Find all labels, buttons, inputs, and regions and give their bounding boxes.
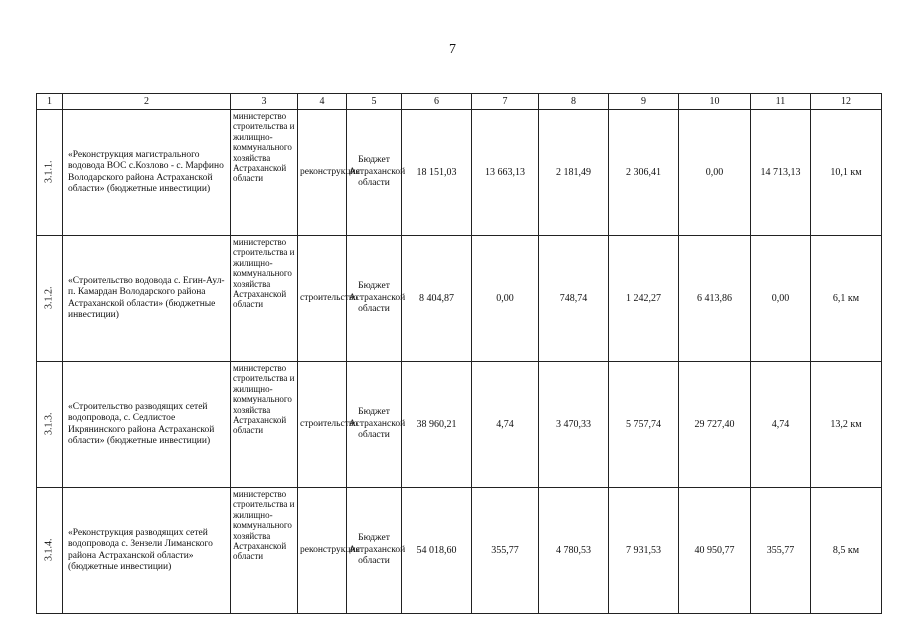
object-name: «Реконструкция магистрального водовода ВОС с.Козлово - с. Марфино Володарского района Астраханской области» (бюджетные инвестиции) [63, 110, 231, 236]
row-id-cell [37, 362, 63, 488]
value-col-8: 3 470,33 [539, 362, 609, 488]
value-col-11: 4,74 [751, 362, 811, 488]
row-id: 3.1.3. [43, 412, 55, 436]
column-header: 6 [402, 94, 472, 110]
value-col-9: 1 242,27 [609, 236, 679, 362]
value-col-11: 14 713,13 [751, 110, 811, 236]
value-col-7: 13 663,13 [472, 110, 539, 236]
table-row [37, 362, 882, 488]
funding-source: Бюджет Астраханской области [347, 362, 402, 488]
row-id-cell [37, 236, 63, 362]
executor: министерство строительства и жилищно-коммунального хозяйства Астраханской области [231, 110, 298, 236]
value-col-8: 4 780,53 [539, 488, 609, 614]
value-col-8: 2 181,49 [539, 110, 609, 236]
executor: министерство строительства и жилищно-коммунального хозяйства Астраханской области [231, 488, 298, 614]
value-col-10: 29 727,40 [679, 362, 751, 488]
header-row [37, 94, 882, 110]
object-name: «Реконструкция разводящих сетей водопровода с. Зензели Лиманского района Астраханской области» (бюджетные инвестиции) [63, 488, 231, 614]
work-type: строительство [298, 236, 347, 362]
column-header: 11 [751, 94, 811, 110]
funding-source: Бюджет Астраханской области [347, 236, 402, 362]
value-col-6: 38 960,21 [402, 362, 472, 488]
column-header: 2 [63, 94, 231, 110]
page-number: 7 [449, 42, 456, 57]
object-name: «Строительство разводящих сетей водопровода, с. Седлистое Икрянинского района Астраханской области» (бюджетные инвестиции) [63, 362, 231, 488]
length-value: 10,1 км [811, 110, 882, 236]
row-id-cell [37, 488, 63, 614]
value-col-7: 4,74 [472, 362, 539, 488]
program-table [36, 93, 882, 614]
value-col-11: 0,00 [751, 236, 811, 362]
column-header: 1 [37, 94, 63, 110]
object-name: «Строительство водовода с. Егин-Аул-п. Камардан Володарского района Астраханской области» (бюджетные инвестиции) [63, 236, 231, 362]
column-header: 3 [231, 94, 298, 110]
column-header: 12 [811, 94, 882, 110]
table-row [37, 110, 882, 236]
value-col-10: 6 413,86 [679, 236, 751, 362]
value-col-8: 748,74 [539, 236, 609, 362]
length-value: 6,1 км [811, 236, 882, 362]
length-value: 8,5 км [811, 488, 882, 614]
table-row [37, 236, 882, 362]
value-col-9: 2 306,41 [609, 110, 679, 236]
value-col-9: 7 931,53 [609, 488, 679, 614]
funding-source: Бюджет Астраханской области [347, 110, 402, 236]
column-header: 4 [298, 94, 347, 110]
value-col-6: 18 151,03 [402, 110, 472, 236]
column-header: 5 [347, 94, 402, 110]
row-id: 3.1.1. [43, 160, 55, 184]
value-col-7: 0,00 [472, 236, 539, 362]
length-value: 13,2 км [811, 362, 882, 488]
row-id: 3.1.2. [43, 286, 55, 310]
value-col-10: 0,00 [679, 110, 751, 236]
work-type: строительство [298, 362, 347, 488]
executor: министерство строительства и жилищно-коммунального хозяйства Астраханской области [231, 362, 298, 488]
work-type: реконструкция [298, 110, 347, 236]
row-id: 3.1.4. [43, 538, 55, 562]
value-col-10: 40 950,77 [679, 488, 751, 614]
column-header: 7 [472, 94, 539, 110]
column-header: 8 [539, 94, 609, 110]
work-type: реконструкция [298, 488, 347, 614]
value-col-6: 8 404,87 [402, 236, 472, 362]
value-col-6: 54 018,60 [402, 488, 472, 614]
executor: министерство строительства и жилищно-коммунального хозяйства Астраханской области [231, 236, 298, 362]
table-row [37, 488, 882, 614]
funding-source: Бюджет Астраханской области [347, 488, 402, 614]
row-id-cell [37, 110, 63, 236]
value-col-9: 5 757,74 [609, 362, 679, 488]
value-col-11: 355,77 [751, 488, 811, 614]
column-header: 9 [609, 94, 679, 110]
value-col-7: 355,77 [472, 488, 539, 614]
column-header: 10 [679, 94, 751, 110]
